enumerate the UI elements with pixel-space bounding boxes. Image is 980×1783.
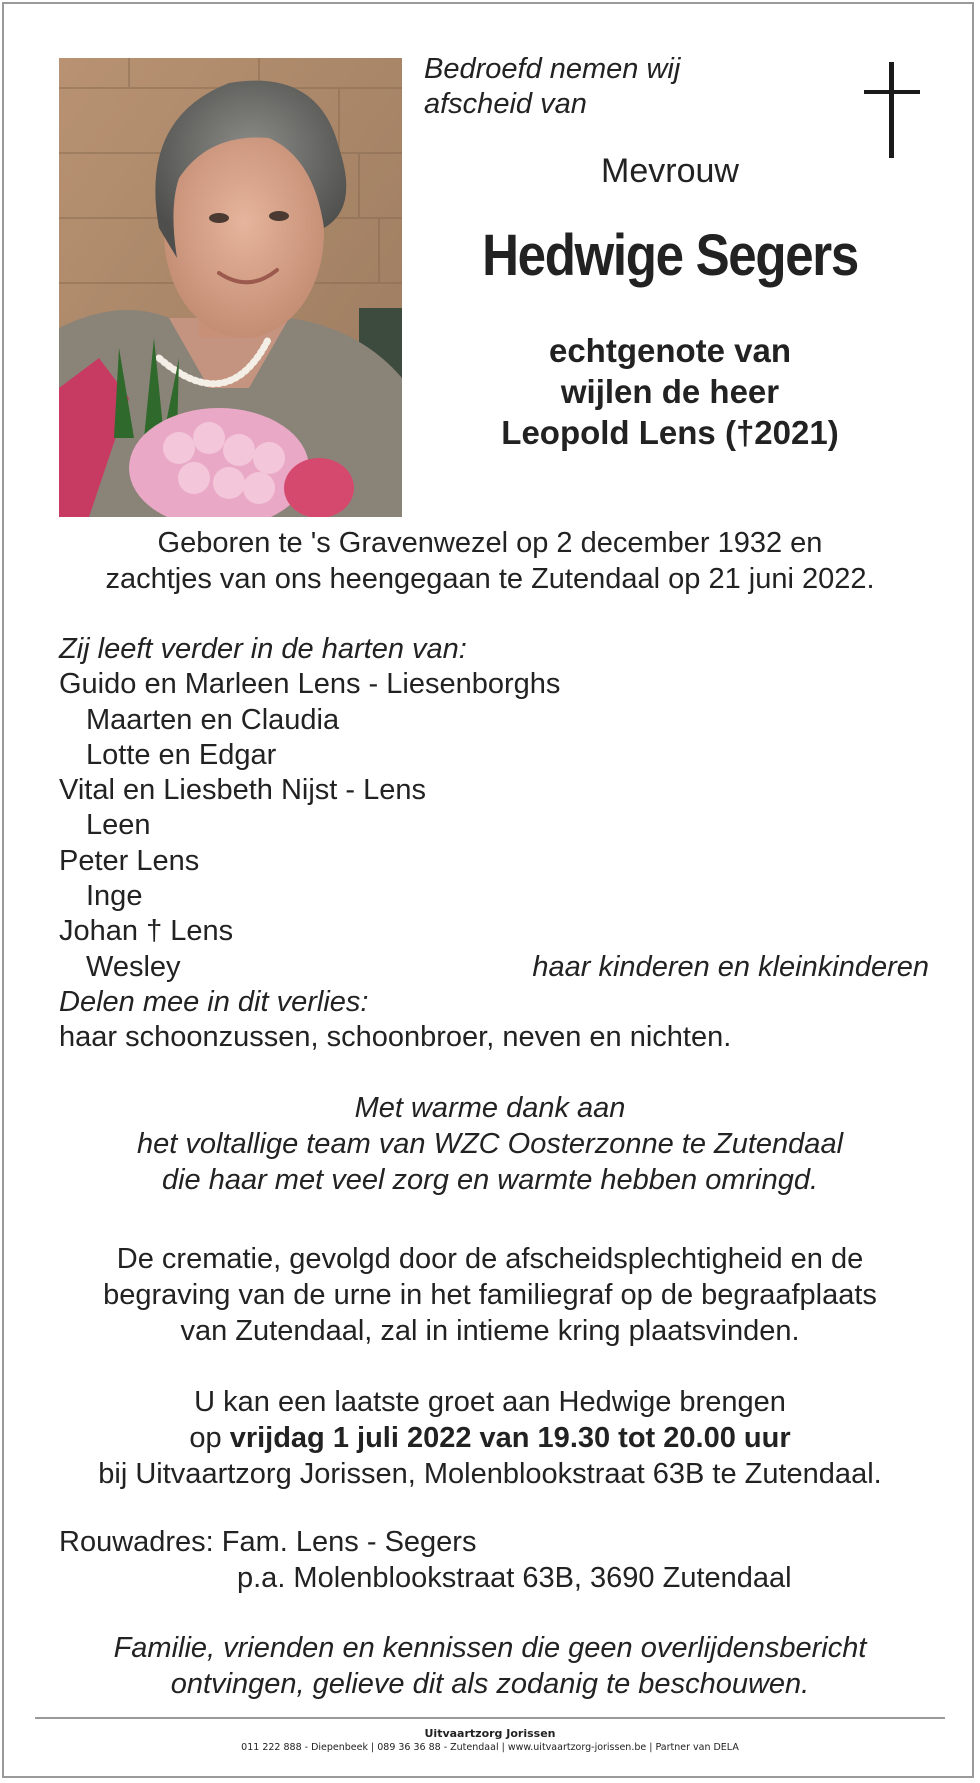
deceased-name: Hedwige Segers [482, 223, 858, 288]
family-list [59, 632, 929, 1056]
list-item: Leen [86, 809, 151, 842]
portrait-photo [59, 58, 402, 517]
cross-icon [864, 62, 920, 158]
family-relation: haar kinderen en kleinkinderen [532, 950, 929, 983]
closing-note: Familie, vrienden en kennissen die geen overlijdensbericht ontvingen, gelieve dit als zodanig te beschouwen. [113, 1632, 867, 1700]
intro-text: Bedroefd nemen wij afscheid van [424, 53, 681, 120]
share-heading: Delen mee in dit verlies: [59, 985, 369, 1018]
share-text: haar schoonzussen, schoonbroer, neven en nichten. [59, 1021, 732, 1054]
birth-death-info: Geboren te 's Gravenwezel op 2 december 1932 en zachtjes van ons heengegaan te Zutendaal op 21 juni 2022. [105, 527, 875, 595]
grandchild-name: Wesley [86, 950, 181, 983]
footer-company-name: Uitvaartzorg Jorissen [424, 1727, 556, 1740]
list-item: Vital en Liesbeth Nijst - Lens [59, 774, 427, 807]
footer-divider [35, 1717, 945, 1719]
list-item: Inge [86, 880, 143, 913]
list-item [59, 950, 929, 985]
farewell-visit-info: U kan een laatste groet aan Hedwige brengen op vrijdag 1 juli 2022 van 19.30 tot 20.00 uur bij Uitvaartzorg Jorissen, Molenblookstraat 63B te Zutendaal. [98, 1386, 882, 1490]
list-item: Maarten en Claudia [86, 703, 340, 736]
spouse-info: echtgenote van wijlen de heer Leopold Lens (†2021) [501, 332, 839, 451]
footer-contact-info: 011 222 888 - Diepenbeek | 089 36 36 88 - Zutendaal | www.uitvaartzorg-jorissen.be | Partner van DELA [241, 1742, 739, 1753]
thanks-text: Met warme dank aan het voltallige team van WZC Oosterzonne te Zutendaal die haar met veel zorg en warmte hebben omringd. [136, 1092, 844, 1196]
family-heading: Zij leeft verder in de harten van: [59, 633, 467, 665]
list-item: Johan † Lens [59, 915, 234, 948]
list-item: Peter Lens [59, 844, 200, 877]
mourning-address: Rouwadres: Fam. Lens - Segers p.a. Molenblookstraat 63B, 3690 Zutendaal [59, 1526, 792, 1594]
salutation: Mevrouw [601, 152, 739, 190]
visit-datetime: vrijdag 1 juli 2022 van 19.30 tot 20.00 uur [229, 1422, 791, 1454]
list-item: Lotte en Edgar [86, 738, 277, 771]
list-item: Guido en Marleen Lens - Liesenborghs [59, 668, 561, 701]
cremation-info: De crematie, gevolgd door de afscheidsplechtigheid en de begraving van de urne in het familiegraf op de begraafplaats van Zutendaal, zal in intieme kring plaatsvinden. [103, 1243, 877, 1347]
